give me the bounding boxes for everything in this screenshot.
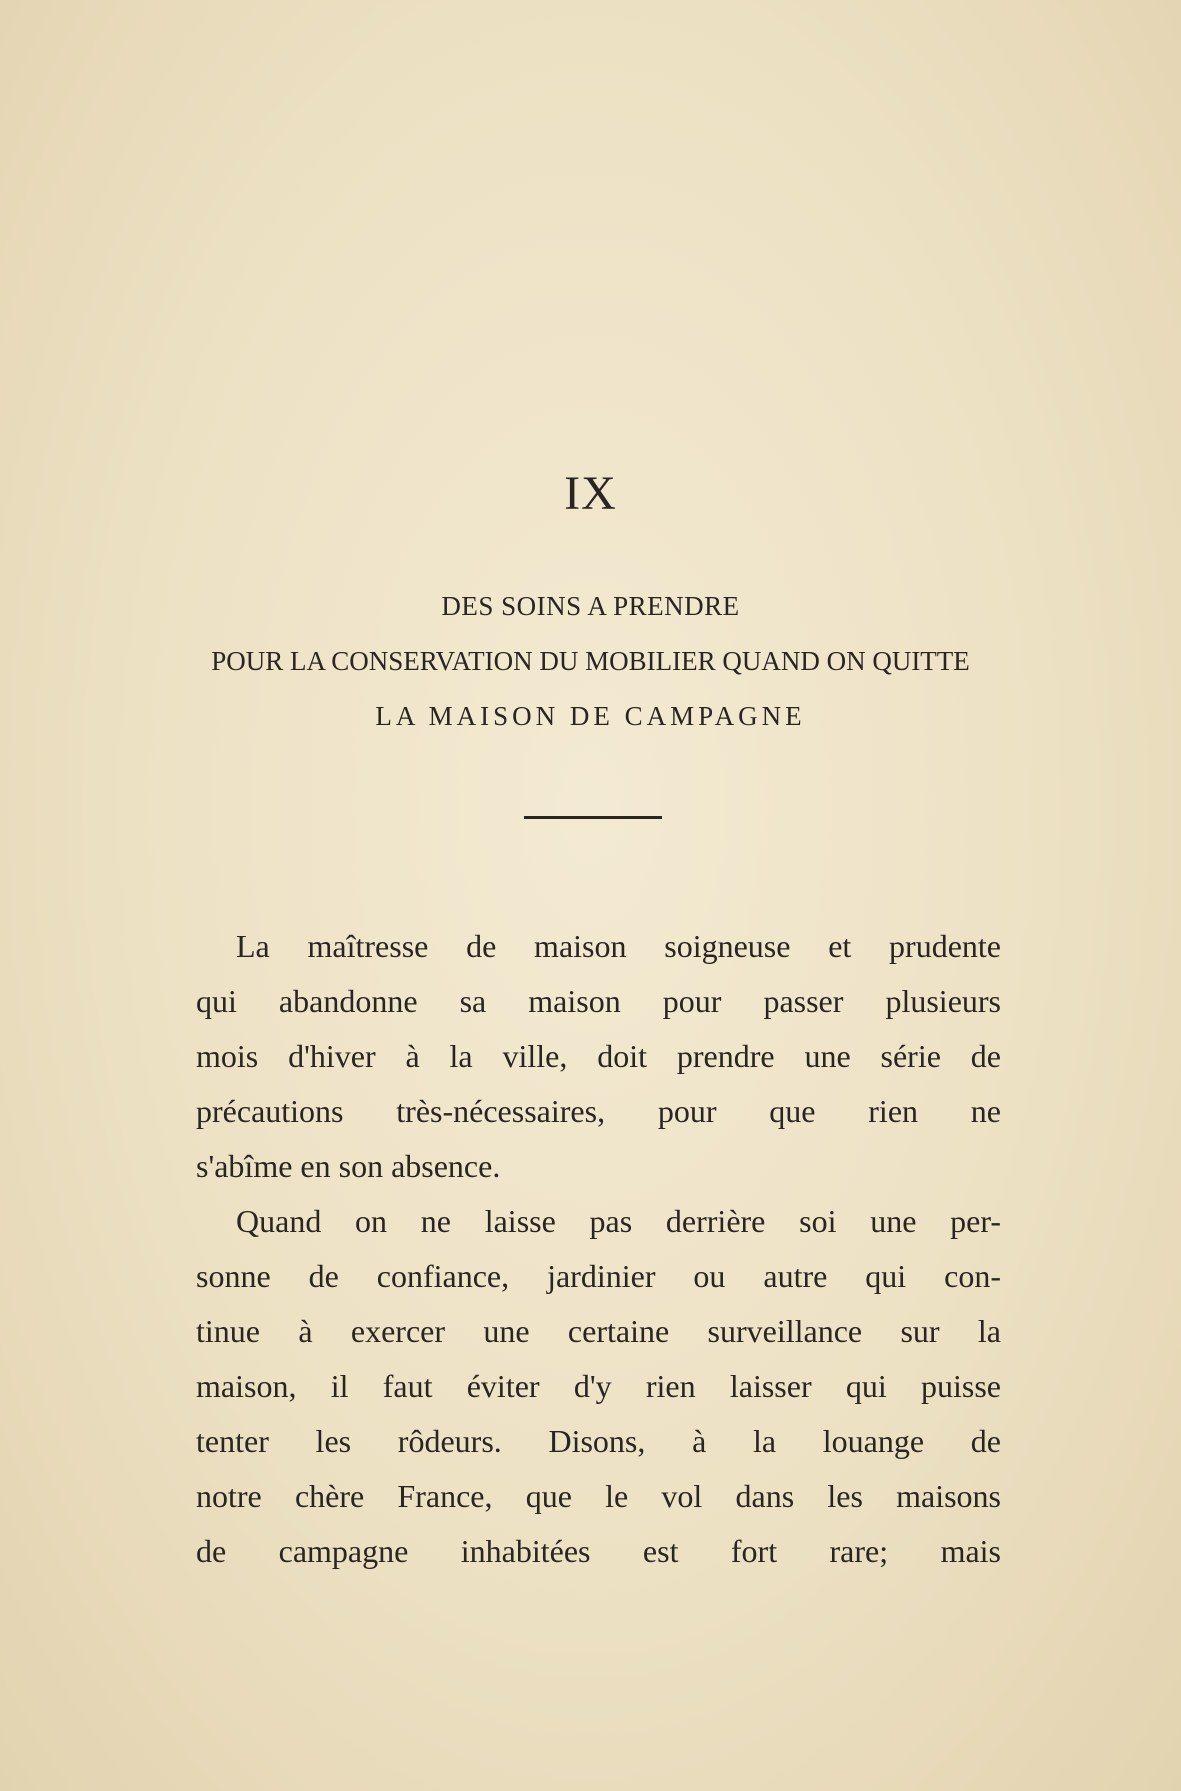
chapter-title-line-1: DES SOINS A PRENDRE <box>441 591 740 621</box>
chapter-title-line-2: POUR LA CONSERVATION DU MOBILIER QUAND ON QUITTE <box>211 646 970 676</box>
paragraph-1-line: s'abîme en son absence. <box>196 1148 501 1184</box>
paragraph-2-line: maison, il faut éviter d'y rien laisser qui puisse <box>196 1368 1001 1404</box>
paragraph-2-line: Quand on ne laisse pas derrière soi une per- <box>236 1203 1001 1239</box>
chapter-number: IX <box>564 467 617 520</box>
paragraph-1-line: mois d'hiver à la ville, doit prendre une série de <box>196 1038 1001 1074</box>
paragraph-2-line: tinue à exercer une certaine surveillance sur la <box>196 1313 1001 1349</box>
paragraph-2-line: tenter les rôdeurs. Disons, à la louange de <box>196 1423 1001 1459</box>
chapter-title-line-3: LA MAISON DE CAMPAGNE <box>375 701 806 731</box>
section-divider <box>524 816 662 819</box>
paragraph-1-line: qui abandonne sa maison pour passer plusieurs <box>196 983 1001 1019</box>
paragraph-2-line: de campagne inhabitées est fort rare; mais <box>196 1533 1001 1569</box>
paragraph-1-line: La maîtresse de maison soigneuse et prudente <box>236 928 1001 964</box>
paragraph-1-line: précautions très-nécessaires, pour que rien ne <box>196 1093 1001 1129</box>
paragraph-2-line: sonne de confiance, jardinier ou autre qui con- <box>196 1258 1001 1294</box>
paragraph-2-line: notre chère France, que le vol dans les maisons <box>196 1478 1001 1514</box>
